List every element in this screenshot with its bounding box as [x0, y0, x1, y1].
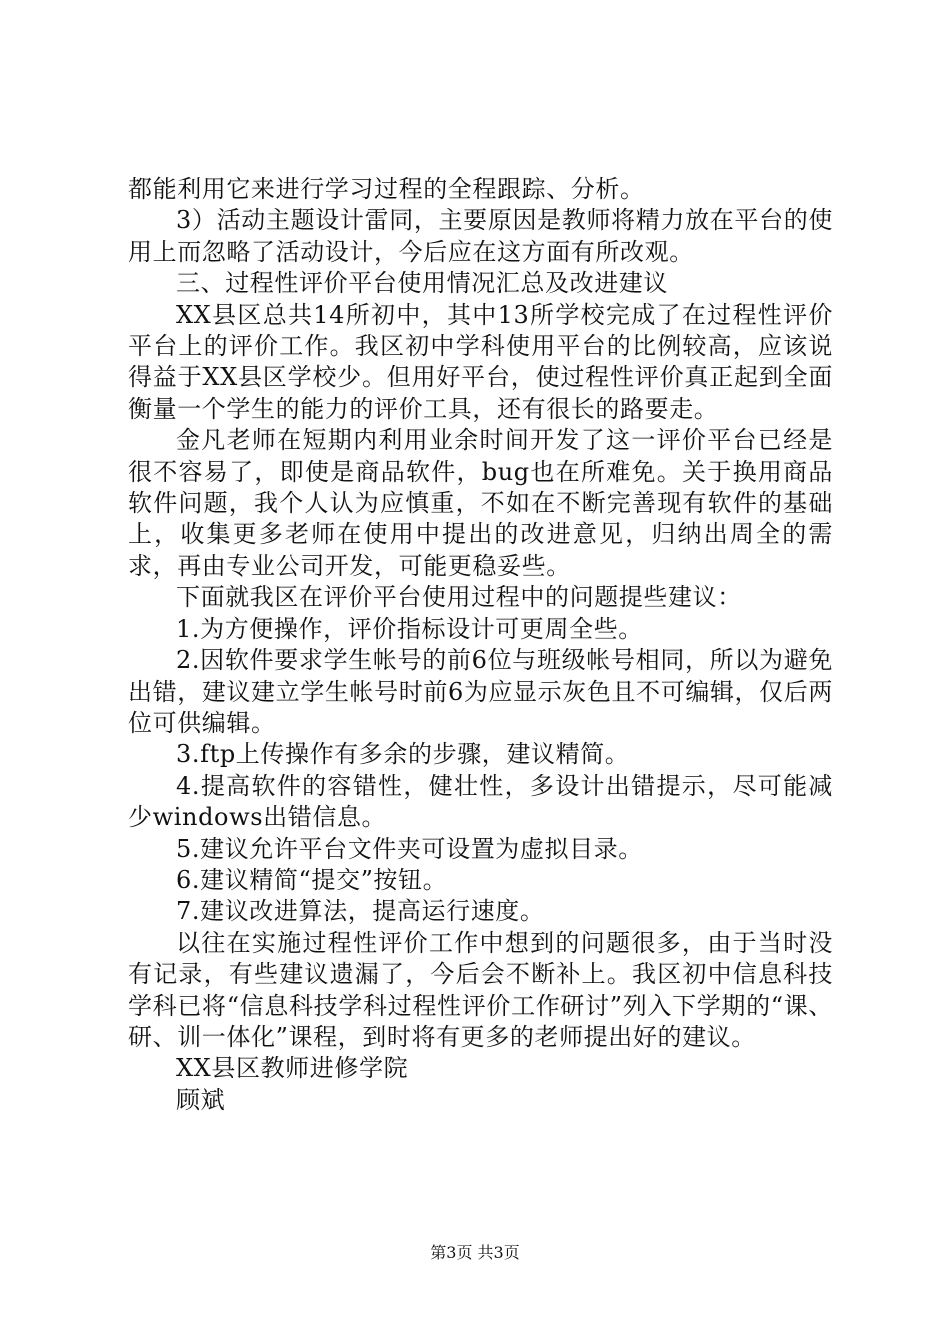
paragraph-5: 下面就我区在评价平台使用过程中的问题提些建议：	[176, 583, 742, 612]
suggestion-2: 2.因软件要求学生帐号的前6位与班级帐号相同，所以为避免出错，建议建立学生帐号时前6为应显示灰色且不可编辑，仅后两位可供编辑。	[128, 646, 833, 737]
closing-paragraph: 以往在实施过程性评价工作中想到的问题很多，由于当时没有记录，有些建议遗漏了，今后会不断补上。我区初中信息科技学科已将“信息科技学科过程性评价工作研讨”列入下学期的“课、研、训一体化”课程，到时将有更多的老师提出好的建议。	[128, 928, 833, 1051]
suggestion-3: 3.ftp上传操作有多余的步骤，建议精简。	[176, 740, 630, 769]
suggestion-4: 4.提高软件的容错性，健壮性，多设计出错提示，尽可能减少windows出错信息。	[128, 771, 833, 832]
paragraph-4: 金凡老师在短期内利用业余时间开发了这一评价平台已经是很不容易了，即使是商品软件，bug也在所难免。关于换用商品软件问题，我个人认为应慎重，不如在不断完善现有软件的基础上，收集更多老师在使用中提出的改进意见，归纳出周全的需求，再由专业公司开发，可能更稳妥些。	[128, 426, 833, 580]
suggestion-6: 6.建议精简“提交”按钮。	[176, 865, 448, 894]
suggestion-5: 5.建议允许平台文件夹可设置为虚拟目录。	[176, 834, 643, 863]
paragraph-1: 都能利用它来进行学习过程的全程跟踪、分析。	[128, 175, 645, 203]
paragraph-3: XX县区总共14所初中，其中13所学校完成了在过程性评价平台上的评价工作。我区初中学科使用平台的比例较高，应该说得益于XX县区学校少。但用好平台，使过程性评价真正起到全面衡量一个学生的能力的评价工具，还有很长的路要走。	[128, 300, 833, 423]
signature-author: 顾斌	[176, 1085, 226, 1114]
suggestion-1: 1.为方便操作，评价指标设计可更周全些。	[176, 614, 643, 643]
signature-organization: XX县区教师进修学院	[176, 1054, 409, 1083]
suggestion-7: 7.建议改进算法，提高运行速度。	[176, 897, 545, 926]
document-body	[128, 174, 833, 1116]
paragraph-2: 3）活动主题设计雷同，主要原因是教师将精力放在平台的使用上而忽略了活动设计，今后应在这方面有所改观。	[128, 206, 833, 266]
page-footer: 第3页 共3页	[430, 1243, 520, 1262]
section-heading: 三、过程性评价平台使用情况汇总及改进建议	[176, 269, 668, 298]
